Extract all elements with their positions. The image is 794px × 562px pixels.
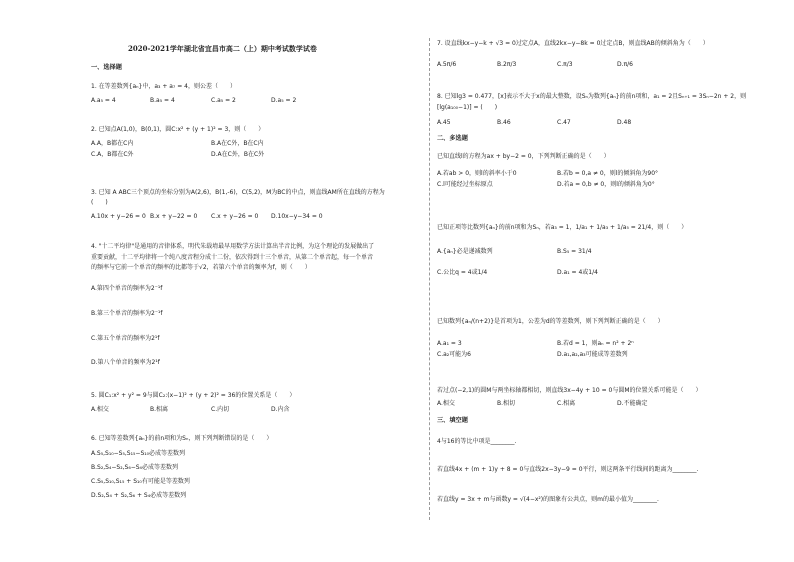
option-b: B.2π/3 (497, 61, 517, 68)
option-a: A.S₅,S₁₀−S₅,S₁₅−S₁₀必成等差数列 (91, 450, 186, 457)
option-c: C.a₅ = 2 (211, 97, 236, 104)
option-b: B.S₂,S₄−S₂,S₆−S₄必成等差数列 (91, 464, 178, 471)
option-c: C.第五个单音的频率为2¹f (91, 335, 160, 342)
option-d: D.第八个单音的频率为2¹f (91, 359, 160, 366)
option-a: A.45 (437, 119, 451, 126)
option-a: A.a₅ = 4 (91, 97, 116, 104)
option-a: A.a₁ = 3 (437, 340, 462, 347)
option-c: C.a₂可能为6 (437, 351, 471, 358)
question-stem-line-3: 的频率与它前一个单音的频率的比都等于√2，若第六个单音的频率为f，则（ ） (91, 264, 311, 271)
question-stem-line-1: 8. 已知lg3 = 0.477，[x]表示不大于x的最大整数，设Sₙ为数列{aₙ}的前n项和，a₁ = 2且Sₙ₊₁ = 3Sₙ−2n + 2，则 (437, 93, 747, 100)
option-b: B.46 (497, 119, 511, 126)
question-15: 若直线y = 3x + m与函数y = √(4−x²)的图象有公共点，则m的最小值为________. (437, 496, 659, 503)
question-stem-tail: ( ) (91, 199, 108, 206)
option-a: A.相交 (91, 406, 109, 413)
question-stem: 7. 设直线kx−y−k + √3 = 0过定点A，直线2kx−y−8k = 0过定点B，则直线AB的倾斜角为（ ） (437, 40, 709, 47)
option-b: B.S₅ = 31/4 (557, 248, 592, 255)
section-heading-choice: 一、选择题 (91, 64, 122, 71)
option-a: A.{aₙ}必是递减数列 (437, 248, 493, 255)
option-a: A.若ab > 0，则l的斜率小于0 (437, 170, 517, 177)
question-stem: 已知正项等比数列{aₙ}的前n项和为Sₙ，若a₃ = 1，1/a₁ + 1/a₃ + 1/a₅ = 21/4，则（ ） (437, 224, 688, 231)
option-d: D.a₁,a₂,a₃可能成等差数列 (557, 351, 628, 358)
option-d: D.10x−y−34 = 0 (271, 213, 323, 220)
question-stem-line-2: 重要贡献，十二平均律将一个纯八度音程分成十二份，依次得到十三个单音，从第二个单音起，每一个单音 (91, 254, 374, 261)
question-stem: 已知数列{aₙ/(n+2)}是首项为1，公差为d的等差数列，则下列判断正确的是（ ） (437, 318, 664, 325)
option-d: D.不能确定 (617, 400, 648, 407)
question-13: 4与16的等比中项是________. (437, 438, 517, 445)
option-d: D.内含 (271, 406, 290, 413)
option-c: C.S₅,S₁₀,S₁₅ + S₁₀有可能是等差数列 (91, 478, 190, 485)
section-heading-fill: 三、填空题 (437, 417, 468, 424)
option-c: C.x + y−26 = 0 (211, 213, 259, 220)
option-d: D.S₂,S₄ + S₂,S₆ + S₄必成等差数列 (91, 492, 187, 499)
option-c: C.47 (557, 119, 571, 126)
option-c: C.A，B都在C外 (91, 151, 134, 158)
option-b: B.第三个单音的频率为2⁻¹f (91, 310, 163, 317)
option-d: D.a₅ = 2 (271, 97, 297, 104)
option-a: A.第四个单音的频率为2⁻¹f (91, 285, 163, 292)
question-stem: 已知直线l的方程为ax + by−2 = 0，下列判断正确的是（ ） (437, 153, 610, 160)
option-d: D.48 (617, 119, 632, 126)
option-c: C.l可能经过坐标原点 (437, 181, 493, 188)
question-stem-line-2: [lg(a₁₀₀−1)] = ( ) (437, 104, 498, 111)
question-stem: 3. 已知 A ABC三个顶点的坐标分别为A(2,6)，B(1,-6)，C(5,2)，M为BC的中点，则直线AM所在直线的方程为 (91, 189, 385, 196)
question-14: 若直线4x + (m + 1)y + 8 = 0与直线2x−3y−9 = 0平行，则这两条平行线间的距离为________. (437, 466, 699, 473)
option-c: C.公比q = 4或1/4 (437, 269, 488, 276)
option-c: C.π/3 (557, 61, 573, 68)
section-heading-multi: 二、多选题 (437, 135, 468, 142)
question-stem: 若过点(−2,1)的圆M与两坐标轴都相切，则直线3x−4y + 10 = 0与圆M的位置关系可能是（ ） (437, 387, 702, 394)
option-b: B.若d = 1，则aₙ = n² + 2ⁿ (557, 340, 634, 347)
option-d: D.A在C外，B在C外 (211, 151, 265, 158)
question-stem: 2. 已知点A(1,0)，B(0,1)，圆C:x² + (y + 1)² = 3，则（ ） (91, 126, 265, 133)
option-d: D.若a = 0,b ≠ 0，则l的倾斜角为0° (557, 181, 655, 188)
option-d: D.π/6 (617, 61, 633, 68)
question-stem: 5. 圆C₁:x² + y² = 9与圆C₂:(x−1)² + (y + 2)² = 36的位置关系是（ ） (91, 392, 296, 399)
option-a: A.相交 (437, 400, 455, 407)
question-stem: 6. 已知等差数列{aₙ}的前n项和为Sₙ，则下列判断错误的是（ ） (91, 435, 273, 442)
option-c: C.内切 (211, 406, 230, 413)
question-stem: 1. 在等差数列{aₙ}中，a₃ + a₇ = 4，则公差（ ） (91, 83, 236, 90)
option-a: A.5π/6 (437, 61, 457, 68)
column-divider (429, 38, 430, 520)
option-d: D.a₁ = 4或1/4 (557, 269, 598, 276)
page-title: 2020-2021学年湖北省宜昌市高二（上）期中考试数学试卷 (128, 44, 317, 53)
option-b: B.x + y−22 = 0 (150, 213, 198, 220)
option-c: C.相离 (557, 400, 576, 407)
option-b: B.相离 (150, 406, 169, 413)
option-b: B.若b = 0,a ≠ 0，则l的倾斜角为90° (557, 170, 659, 177)
option-b: B.相切 (497, 400, 516, 407)
option-a: A.10x + y−26 = 0 (91, 213, 146, 220)
option-b: B.a₅ = 4 (150, 97, 175, 104)
question-stem-line-1: 4. "十二平均律"是通用的音律体系，明代朱载堉最早用数学方法计算出半音比例，为这个理论的发展做出了 (91, 243, 375, 250)
option-b: B.A在C外，B在C内 (211, 140, 264, 147)
option-a: A.A，B都在C内 (91, 140, 134, 147)
